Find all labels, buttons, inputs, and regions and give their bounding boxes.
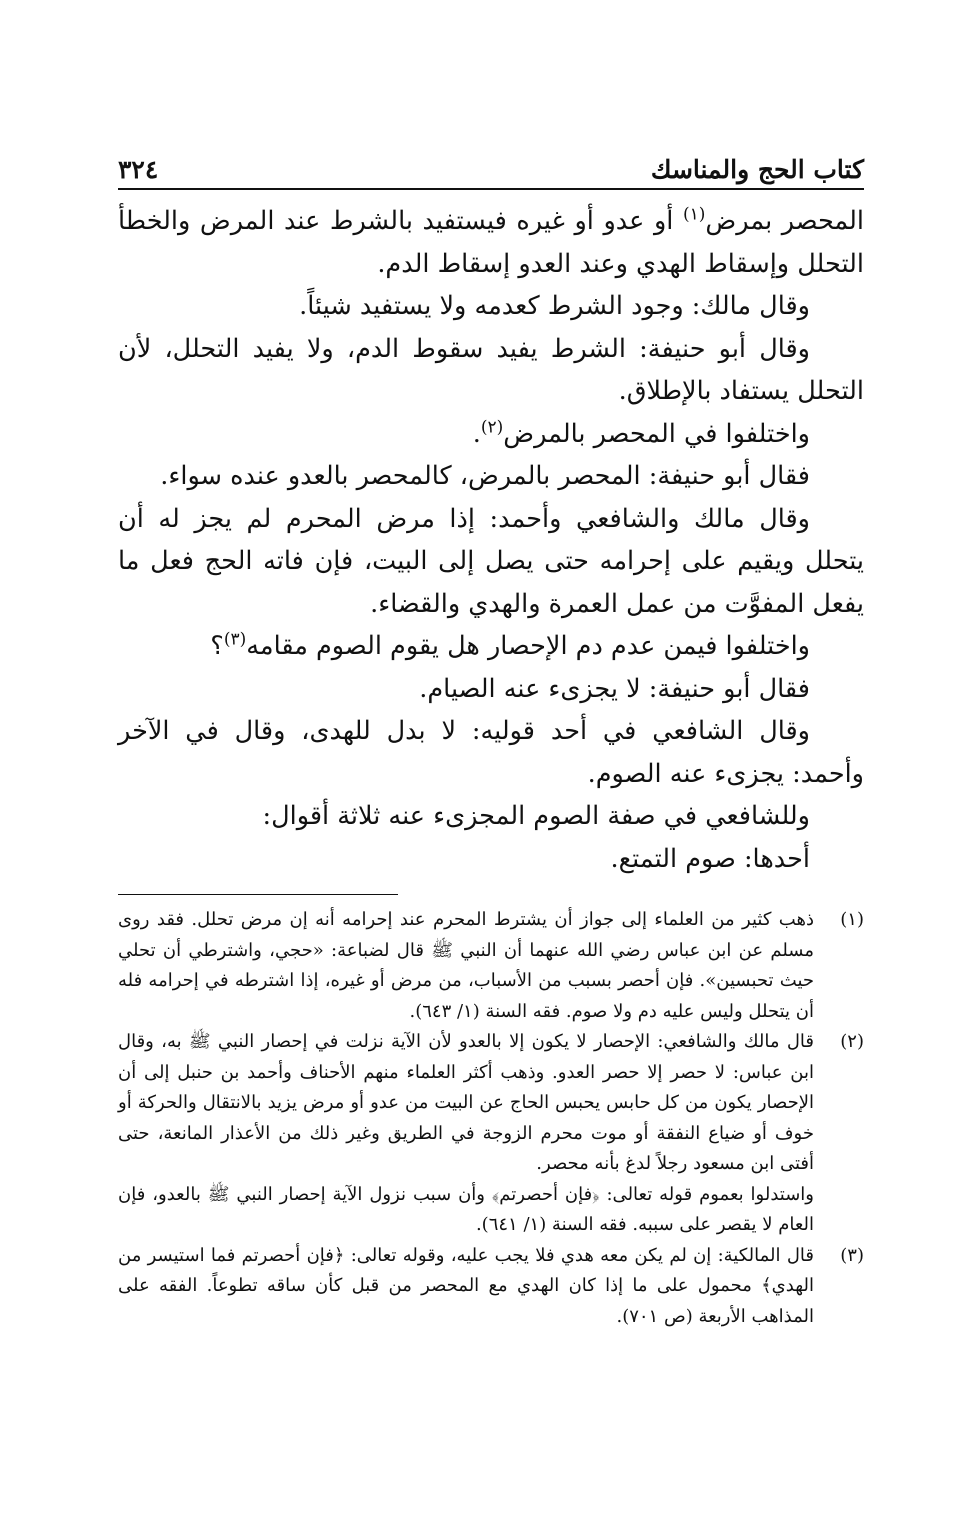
paragraph-1 xyxy=(118,200,864,285)
page-number: ٣٢٤ xyxy=(118,155,159,184)
main-text xyxy=(118,200,864,880)
footnote-marker-2: (٢) xyxy=(480,417,504,437)
book-page xyxy=(118,140,864,1332)
footnotes xyxy=(118,905,864,1332)
footnote-text: ذهب كثير من العلماء إلى جواز أن يشترط المحرم عند إحرامه أنه إن مرض تحلل. فقد روى مسلم عن ابن عباس رضي الله عنهما أن النبي ﷺ قال لضباعة: «حجي، واشترطي أن تحلي حيث تحبسين». فإن أحصر بسبب من الأسباب، من مرض أو غيره، إذا اشترطه في إحرامه فله أن يتحلل وليس عليه دم ولا صوم. فقه السنة (١/ ٦٤٣). xyxy=(118,909,814,1022)
footnote-body xyxy=(118,905,814,1027)
paragraph-11: أحدها: صوم التمتع. xyxy=(610,843,810,874)
paragraph-10: وللشافعي في صفة الصوم المجزىء عنه ثلاثة أقوال: xyxy=(262,801,810,831)
paragraph-4 xyxy=(118,413,864,456)
running-title: كتاب الحج والمناسك xyxy=(650,155,864,184)
footnote-number: (٣) xyxy=(840,1244,864,1266)
footnote-number: (١) xyxy=(840,909,864,930)
footnote-text: قال مالك والشافعي: الإحصار لا يكون إلا بالعدو لأن الآية نزلت في إحصار النبي ﷺ به، وقال ابن عباس: لا حصر إلا حصر العدو. وذهب أكثر العلماء منهم الأحناف وأحمد بن حنبل إلى أن الإحصار يكون من كل حابس يحبس الحاج عن البيت من عدو أو مرض يزيد بالانتقال والحركة أو خوف أو ضياع النفقة أو موت محرم الزوجة في الطريق وغير ذلك من الأعذار المانعة، حتى أفتى ابن مسعود رجلاً لدغ بأنه محصر. xyxy=(118,1031,814,1174)
paragraph-1-text-start: المحصر بمرض xyxy=(705,206,864,236)
paragraph-8: فقال أبو حنيفة: لا يجزىء عنه الصيام. xyxy=(419,673,810,704)
paragraph-1-text-end: أو عدو أو غيره فيستفيد بالشرط عند المرض والخطأ التحلل وإسقاط الهدي وعند العدو إسقاط الدم. xyxy=(118,206,864,279)
footnote-2 xyxy=(118,1027,864,1241)
paragraph-4-text-start: واختلفوا في المحصر بالمرض xyxy=(503,418,810,449)
paragraph-7-text-end: ؟ xyxy=(210,631,224,661)
footnote-1 xyxy=(118,905,864,1027)
paragraph-5: فقال أبو حنيفة: المحصر بالمرض، كالمحصر بالعدو عنده سواء. xyxy=(160,461,810,491)
footnote-divider xyxy=(118,894,398,895)
paragraph-3: وقال أبو حنيفة: الشرط يفيد سقوط الدم، ولا يفيد التحلل، لأن التحلل يستفاد بالإطلاق. xyxy=(118,333,864,406)
footnote-3 xyxy=(118,1241,864,1333)
paragraph-7 xyxy=(118,625,864,668)
paragraph-4-text-end: . xyxy=(472,418,481,449)
footnote-marker-1: (١) xyxy=(683,204,706,225)
paragraph-7-text-start: واختلفوا فيمن عدم دم الإحصار هل يقوم الصوم مقامه xyxy=(246,631,810,661)
footnote-text: واستدلوا بعموم قوله تعالى: ﴿فإن أحصرتم﴾ وأن سبب نزول الآية إحصار النبي ﷺ بالعدو، فإن العام لا يقصر على سببه. فقه السنة (١/ ٦٤١). xyxy=(118,1183,814,1235)
paragraph-9: وقال الشافعي في أحد قوليه: لا بدل للهدى، وقال في الآخر وأحمد: يجزىء عنه الصوم. xyxy=(118,716,864,789)
paragraph-2: وقال مالك: وجود الشرط كعدمه ولا يستفيد شيئاً. xyxy=(299,291,810,321)
footnote-marker-3: (٣) xyxy=(223,629,247,650)
footnote-text: قال المالكية: إن لم يكن معه هدي فلا يجب عليه، وقوله تعالى: ﴿فإن أحصرتم فما استيسر من الهدي﴾ محمول على ما إذا كان الهدي مع المحصر من قبل كأن ساقه تطوعاً. الفقه على المذاهب الأربعة (ص ٧٠١). xyxy=(118,1244,814,1327)
footnote-number: (٢) xyxy=(840,1031,864,1052)
footnote-body xyxy=(118,1241,814,1333)
footnote-body xyxy=(118,1027,814,1241)
paragraph-6: وقال مالك والشافعي وأحمد: إذا مرض المحرم لم يجز له أن يتحلل ويقيم على إحرامه حتى يصل إلى البيت، فإن فاته الحج فعل ما يفعل المفوَّت من عمل العمرة والهدي والقضاء. xyxy=(118,503,864,619)
page-header xyxy=(118,140,864,190)
